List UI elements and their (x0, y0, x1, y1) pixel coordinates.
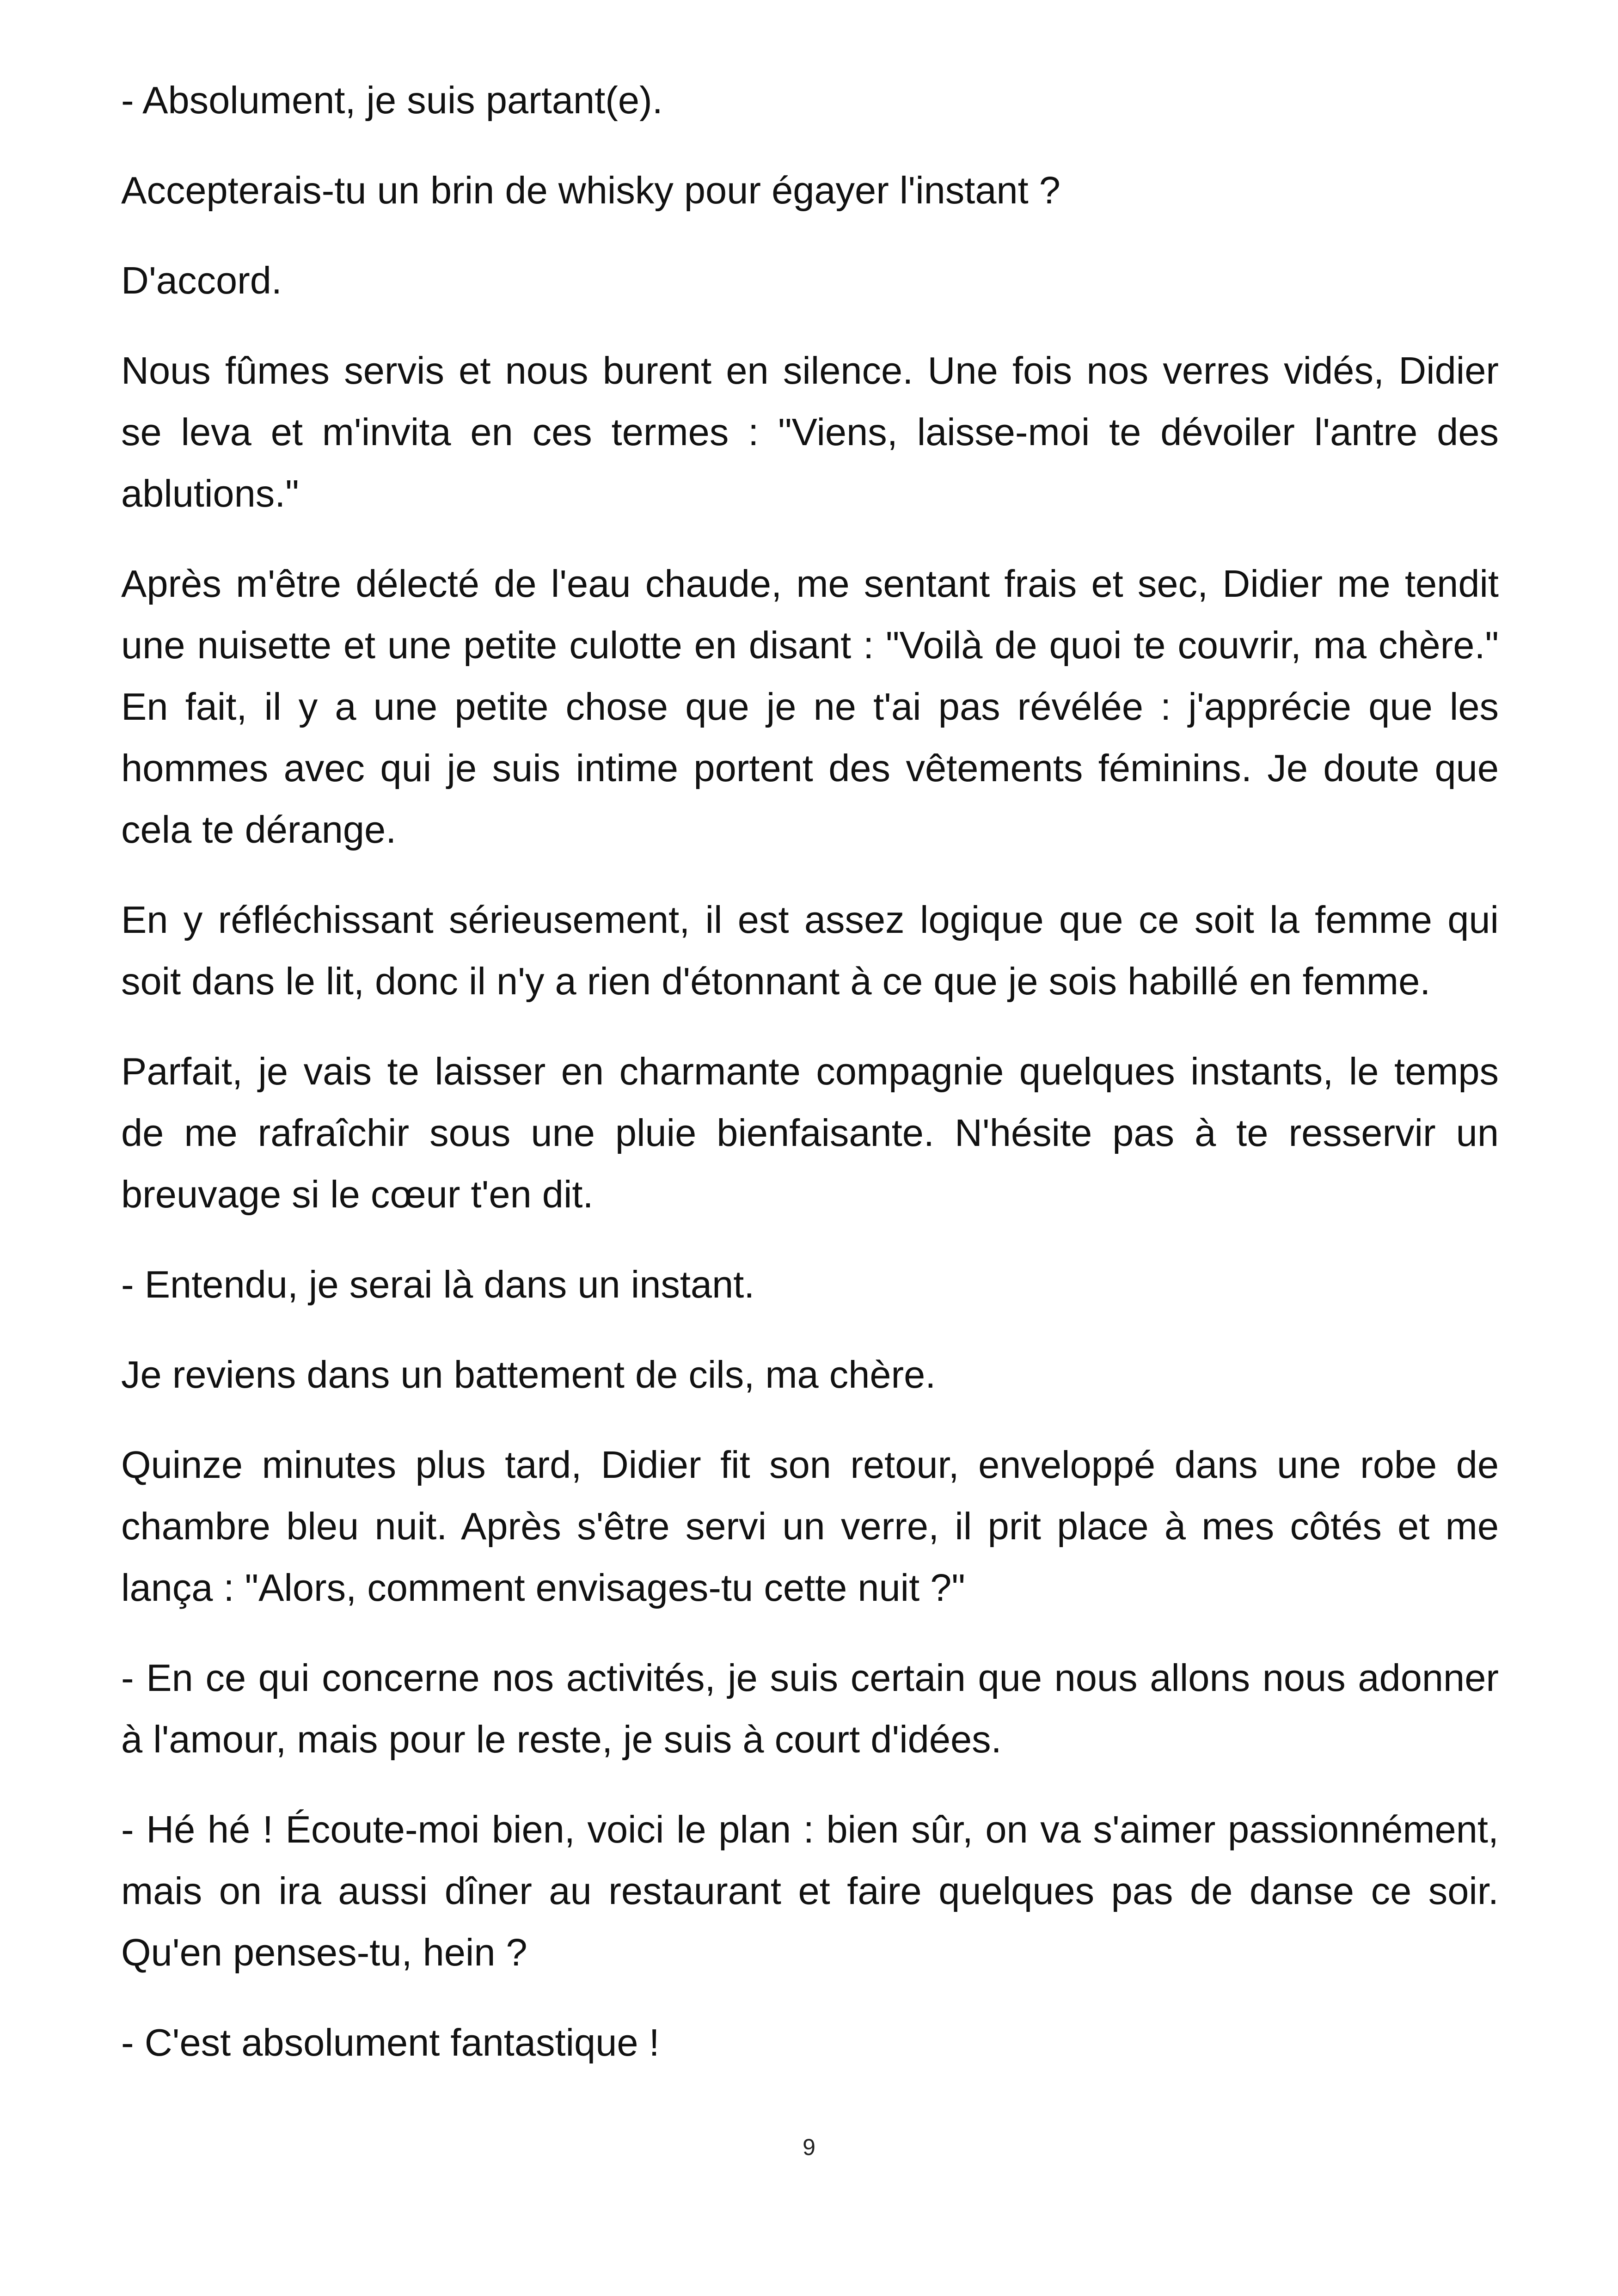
paragraph: - Hé hé ! Écoute-moi bien, voici le plan : bien sûr, on va s'aimer passionnément, mais on ira aussi dîner au restaurant et faire quelques pas de danse ce soir. Qu'en penses-tu, hein ? (121, 1808, 1499, 1974)
paragraph: Quinze minutes plus tard, Didier fit son retour, enveloppé dans une robe de chambre bleu nuit. Après s'être servi un verre, il prit place à mes côtés et me lança : "Alors, comment envisages-tu cette nuit ?" (121, 1443, 1499, 1609)
page-body (121, 69, 1499, 2102)
paragraph: Je reviens dans un battement de cils, ma chère. (121, 1353, 936, 1396)
paragraph: Après m'être délecté de l'eau chaude, me sentant frais et sec, Didier me tendit une nuisette et une petite culotte en disant : "Voilà de quoi te couvrir, ma chère." En fait, il y a une petite chose que je ne t'ai pas révélée : j'apprécie que les hommes avec qui je suis intime portent des vêtements féminins. Je doute que cela te dérange. (121, 562, 1499, 851)
paragraph: - En ce qui concerne nos activités, je suis certain que nous allons nous adonner à l'amour, mais pour le reste, je suis à court d'idées. (121, 1656, 1499, 1761)
paragraph: En y réfléchissant sérieusement, il est assez logique que ce soit la femme qui soit dans le lit, donc il n'y a rien d'étonnant à ce que je sois habillé en femme. (121, 898, 1499, 1003)
paragraph: - Absolument, je suis partant(e). (121, 79, 663, 122)
paragraph: Nous fûmes servis et nous burent en silence. Une fois nos verres vidés, Didier se leva et m'invita en ces termes : "Viens, laisse-moi te dévoiler l'antre des ablutions." (121, 349, 1499, 515)
paragraph: Accepterais-tu un brin de whisky pour égayer l'instant ? (121, 169, 1060, 212)
paragraph: - C'est absolument fantastique ! (121, 2021, 660, 2064)
page-number: 9 (803, 2134, 815, 2160)
paragraph: - Entendu, je serai là dans un instant. (121, 1263, 755, 1306)
paragraph: D'accord. (121, 259, 282, 302)
paragraph: Parfait, je vais te laisser en charmante compagnie quelques instants, le temps de me rafraîchir sous une pluie bienfaisante. N'hésite pas à te resservir un breuvage si le cœur t'en dit. (121, 1050, 1499, 1216)
